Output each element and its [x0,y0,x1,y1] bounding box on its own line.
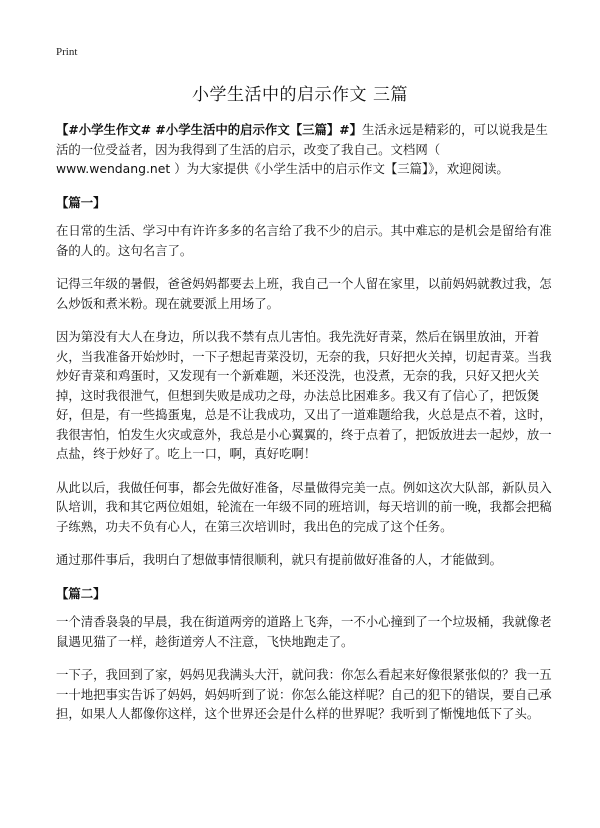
section-two [56,584,552,724]
paragraph: 从此以后，我做任何事，都会先做好准备，尽量做得完美一点。例如这次大队部，新队员入队培训，我和其它两位姐姐，轮流在一年级不同的班培训，每天培训的前一晚，我都会把稿子练熟，功夫不负有心人，在第三次培训时，我出色的完成了这个任务。 [56,479,552,534]
paragraph: 记得三年级的暑假，爸爸妈妈都要去上班，我自己一个人留在家里，以前妈妈就教过我，怎么炒饭和煮米粉。现在就要派上用场了。 [56,276,552,311]
paragraph: 一个清香袅袅的早晨，我在街道两旁的道路上飞奔，一不小心撞到了一个垃圾桶，我就像老鼠遇见猫了一样，趁街道旁人不注意，飞快地跑走了。 [56,614,552,649]
print-label: Print [56,46,78,58]
section-heading: 【篇二】 [56,585,106,601]
intro-text: 生活永远是精彩的，可以说我是生活的一位受益者，因为我得到了生活的启示，改变了我自己。文档网（ www.wendang.net ）为大家提供《小学生活中的启示作文【三篇】》，欢迎阅读。 [56,122,548,176]
paragraph: 通过那件事后，我明白了想做事情很顺利，就只有提前做好准备的人，才能做到。 [56,552,503,567]
section-heading: 【篇一】 [56,194,106,210]
section-one [56,193,552,570]
intro-tags: 【#小学生作文# #小学生活中的启示作文【三篇】#】 [56,122,363,137]
intro-paragraph [56,120,552,179]
paragraph: 在日常的生活、学习中有许许多多的名言给了我不少的启示。其中难忘的是机会是留给有准备的人的。这句名言了。 [56,223,552,258]
paragraph: 一下子，我回到了家，妈妈见我满头大汗，就问我：你怎么看起来好像很紧张似的？我一五一十地把事实告诉了妈妈，妈妈听到了说：你怎么能这样呢？自己的犯下的错误，要自己承担，如果人人都像你这样，这个世界还会是什么样的世界呢？我听到了惭愧地低下了头。 [56,667,552,721]
paragraph: 因为第没有大人在身边，所以我不禁有点儿害怕。我先洗好青菜，然后在锅里放油，开着火，当我准备开始炒时，一下子想起青菜没切，无奈的我，只好把火关掉，切起青菜。当我炒好青菜和鸡蛋时，又发现有一个新难题，米还没洗，也没煮，无奈的我，只好又把火关掉，这时我很泄气，但想到失败是成功之母，办法总比困难多。我又有了信心了，把饭煲好，但是，有一些捣蛋鬼，总是不让我成功，又出了一道难题给我，火总是点不着，这时，我很害怕，怕发生火灾或意外，我总是小心翼翼的，终于点着了，把饭放进去一起炒，放一点盐，终于炒好了。吃上一口，啊，真好吃啊！ [56,329,552,461]
page-title: 小学生活中的启示作文 三篇 [192,85,408,105]
article-body [56,120,552,738]
